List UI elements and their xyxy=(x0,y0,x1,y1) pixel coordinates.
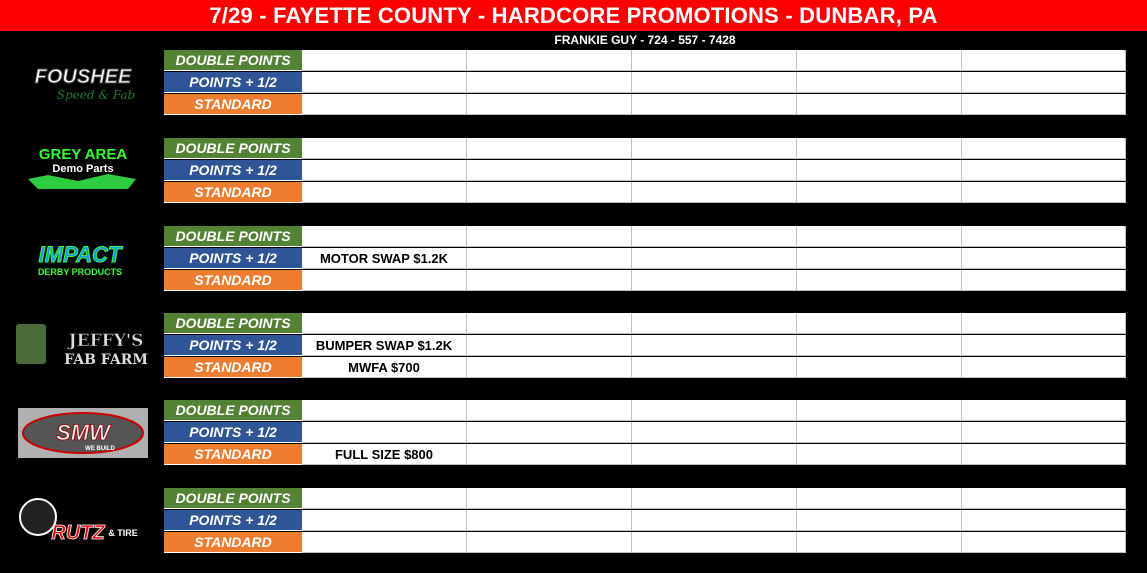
empty-cell xyxy=(797,160,962,181)
empty-cell xyxy=(962,510,1126,531)
sponsor-block-jeffys xyxy=(0,313,1147,380)
empty-cell xyxy=(797,357,962,378)
sponsor-block-rutz xyxy=(0,488,1147,555)
sponsor-block-grey-area xyxy=(0,138,1147,205)
foushee-logo-text: FOUSHEE xyxy=(34,66,132,88)
smw-logo-sub: WE BUILD xyxy=(85,446,115,452)
empty-cell xyxy=(467,357,632,378)
rutz-logo xyxy=(8,491,158,551)
empty-cell xyxy=(632,400,797,421)
empty-cell xyxy=(962,357,1126,378)
smw-logo-text: SMW xyxy=(56,420,110,445)
empty-cell xyxy=(797,226,962,247)
points-half-cell xyxy=(302,510,467,531)
empty-cell xyxy=(632,248,797,269)
empty-cell xyxy=(467,226,632,247)
empty-cell xyxy=(632,444,797,465)
empty-cell xyxy=(962,248,1126,269)
empty-cell xyxy=(632,270,797,291)
empty-cell xyxy=(797,50,962,71)
empty-cell xyxy=(632,138,797,159)
empty-cell xyxy=(467,510,632,531)
empty-cell xyxy=(467,422,632,443)
empty-cell xyxy=(467,182,632,203)
empty-cell xyxy=(467,72,632,93)
points-half-label: POINTS + 1/2 xyxy=(164,248,302,269)
points-half-label: POINTS + 1/2 xyxy=(164,422,302,443)
empty-cell xyxy=(962,182,1126,203)
impact-logo-sub: DERBY PRODUCTS xyxy=(37,267,123,277)
standard-cell: MWFA $700 xyxy=(302,357,467,378)
empty-cell xyxy=(797,422,962,443)
empty-cell xyxy=(797,532,962,553)
sponsor-block-impact xyxy=(0,226,1147,293)
grey-area-logo-text: GREY AREA xyxy=(38,146,128,163)
points-half-label: POINTS + 1/2 xyxy=(164,160,302,181)
empty-cell xyxy=(962,72,1126,93)
points-half-cell xyxy=(302,72,467,93)
empty-cell xyxy=(962,270,1126,291)
empty-cell xyxy=(962,138,1126,159)
page-title: 7/29 - FAYETTE COUNTY - HARDCORE PROMOTIONS - DUNBAR, PA xyxy=(0,0,1147,31)
jeffys-logo-text: JEFFY'S xyxy=(68,331,144,351)
standard-cell xyxy=(302,270,467,291)
empty-cell xyxy=(467,335,632,356)
empty-cell xyxy=(962,50,1126,71)
empty-cell xyxy=(632,94,797,115)
empty-cell xyxy=(467,50,632,71)
standard-cell: FULL SIZE $800 xyxy=(302,444,467,465)
jeffys-logo xyxy=(8,316,158,376)
empty-cell xyxy=(632,160,797,181)
empty-cell xyxy=(962,488,1126,509)
empty-cell xyxy=(797,488,962,509)
empty-cell xyxy=(797,444,962,465)
contact-line: FRANKIE GUY - 724 - 557 - 7428 xyxy=(554,33,736,47)
double-points-cell xyxy=(302,488,467,509)
rutz-logo-sub: & TIRE xyxy=(108,528,138,538)
empty-cell xyxy=(632,357,797,378)
empty-cell xyxy=(632,50,797,71)
jeffys-logo-sub: FAB FARM xyxy=(64,352,148,368)
standard-cell xyxy=(302,94,467,115)
impact-logo xyxy=(8,229,158,289)
double-points-label: DOUBLE POINTS xyxy=(164,138,302,159)
standard-label: STANDARD xyxy=(164,182,302,203)
empty-cell xyxy=(467,313,632,334)
empty-cell xyxy=(632,226,797,247)
empty-cell xyxy=(797,182,962,203)
points-half-cell: BUMPER SWAP $1.2K xyxy=(302,335,467,356)
empty-cell xyxy=(797,138,962,159)
standard-label: STANDARD xyxy=(164,94,302,115)
empty-cell xyxy=(632,422,797,443)
double-points-cell xyxy=(302,138,467,159)
empty-cell xyxy=(962,400,1126,421)
empty-cell xyxy=(962,313,1126,334)
empty-cell xyxy=(467,532,632,553)
double-points-cell xyxy=(302,313,467,334)
sponsor-block-foushee xyxy=(0,50,1147,117)
standard-label: STANDARD xyxy=(164,357,302,378)
empty-cell xyxy=(632,182,797,203)
standard-cell xyxy=(302,532,467,553)
empty-cell xyxy=(962,160,1126,181)
rutz-logo-text: RUTZ xyxy=(51,522,105,544)
standard-cell xyxy=(302,182,467,203)
sponsor-block-smw xyxy=(0,400,1147,467)
empty-cell xyxy=(467,488,632,509)
empty-cell xyxy=(467,138,632,159)
empty-cell xyxy=(797,400,962,421)
empty-cell xyxy=(962,532,1126,553)
standard-label: STANDARD xyxy=(164,532,302,553)
points-half-cell xyxy=(302,422,467,443)
points-half-label: POINTS + 1/2 xyxy=(164,335,302,356)
empty-cell xyxy=(632,510,797,531)
empty-cell xyxy=(797,313,962,334)
empty-cell xyxy=(632,488,797,509)
empty-cell xyxy=(797,72,962,93)
empty-cell xyxy=(962,94,1126,115)
double-points-label: DOUBLE POINTS xyxy=(164,313,302,334)
standard-label: STANDARD xyxy=(164,270,302,291)
points-half-label: POINTS + 1/2 xyxy=(164,72,302,93)
empty-cell xyxy=(467,270,632,291)
grey-area-logo xyxy=(8,141,158,201)
empty-cell xyxy=(467,160,632,181)
double-points-cell xyxy=(302,226,467,247)
impact-logo-text: IMPACT xyxy=(38,242,122,267)
standard-label: STANDARD xyxy=(164,444,302,465)
foushee-logo xyxy=(8,53,158,113)
empty-cell xyxy=(962,444,1126,465)
empty-cell xyxy=(962,422,1126,443)
empty-cell xyxy=(632,532,797,553)
empty-cell xyxy=(632,313,797,334)
empty-cell xyxy=(467,400,632,421)
empty-cell xyxy=(797,335,962,356)
empty-cell xyxy=(467,444,632,465)
points-half-cell xyxy=(302,160,467,181)
foushee-logo-sub: Speed & Fab xyxy=(56,88,136,102)
empty-cell xyxy=(797,94,962,115)
double-points-cell xyxy=(302,400,467,421)
empty-cell xyxy=(467,94,632,115)
empty-cell xyxy=(797,248,962,269)
double-points-label: DOUBLE POINTS xyxy=(164,50,302,71)
points-half-cell: MOTOR SWAP $1.2K xyxy=(302,248,467,269)
double-points-label: DOUBLE POINTS xyxy=(164,226,302,247)
empty-cell xyxy=(962,335,1126,356)
points-half-label: POINTS + 1/2 xyxy=(164,510,302,531)
double-points-label: DOUBLE POINTS xyxy=(164,400,302,421)
empty-cell xyxy=(962,226,1126,247)
double-points-label: DOUBLE POINTS xyxy=(164,488,302,509)
grey-area-logo-sub: Demo Parts xyxy=(52,163,114,175)
empty-cell xyxy=(467,248,632,269)
double-points-cell xyxy=(302,50,467,71)
smw-logo xyxy=(8,403,158,463)
empty-cell xyxy=(797,270,962,291)
empty-cell xyxy=(632,335,797,356)
empty-cell xyxy=(632,72,797,93)
empty-cell xyxy=(797,510,962,531)
